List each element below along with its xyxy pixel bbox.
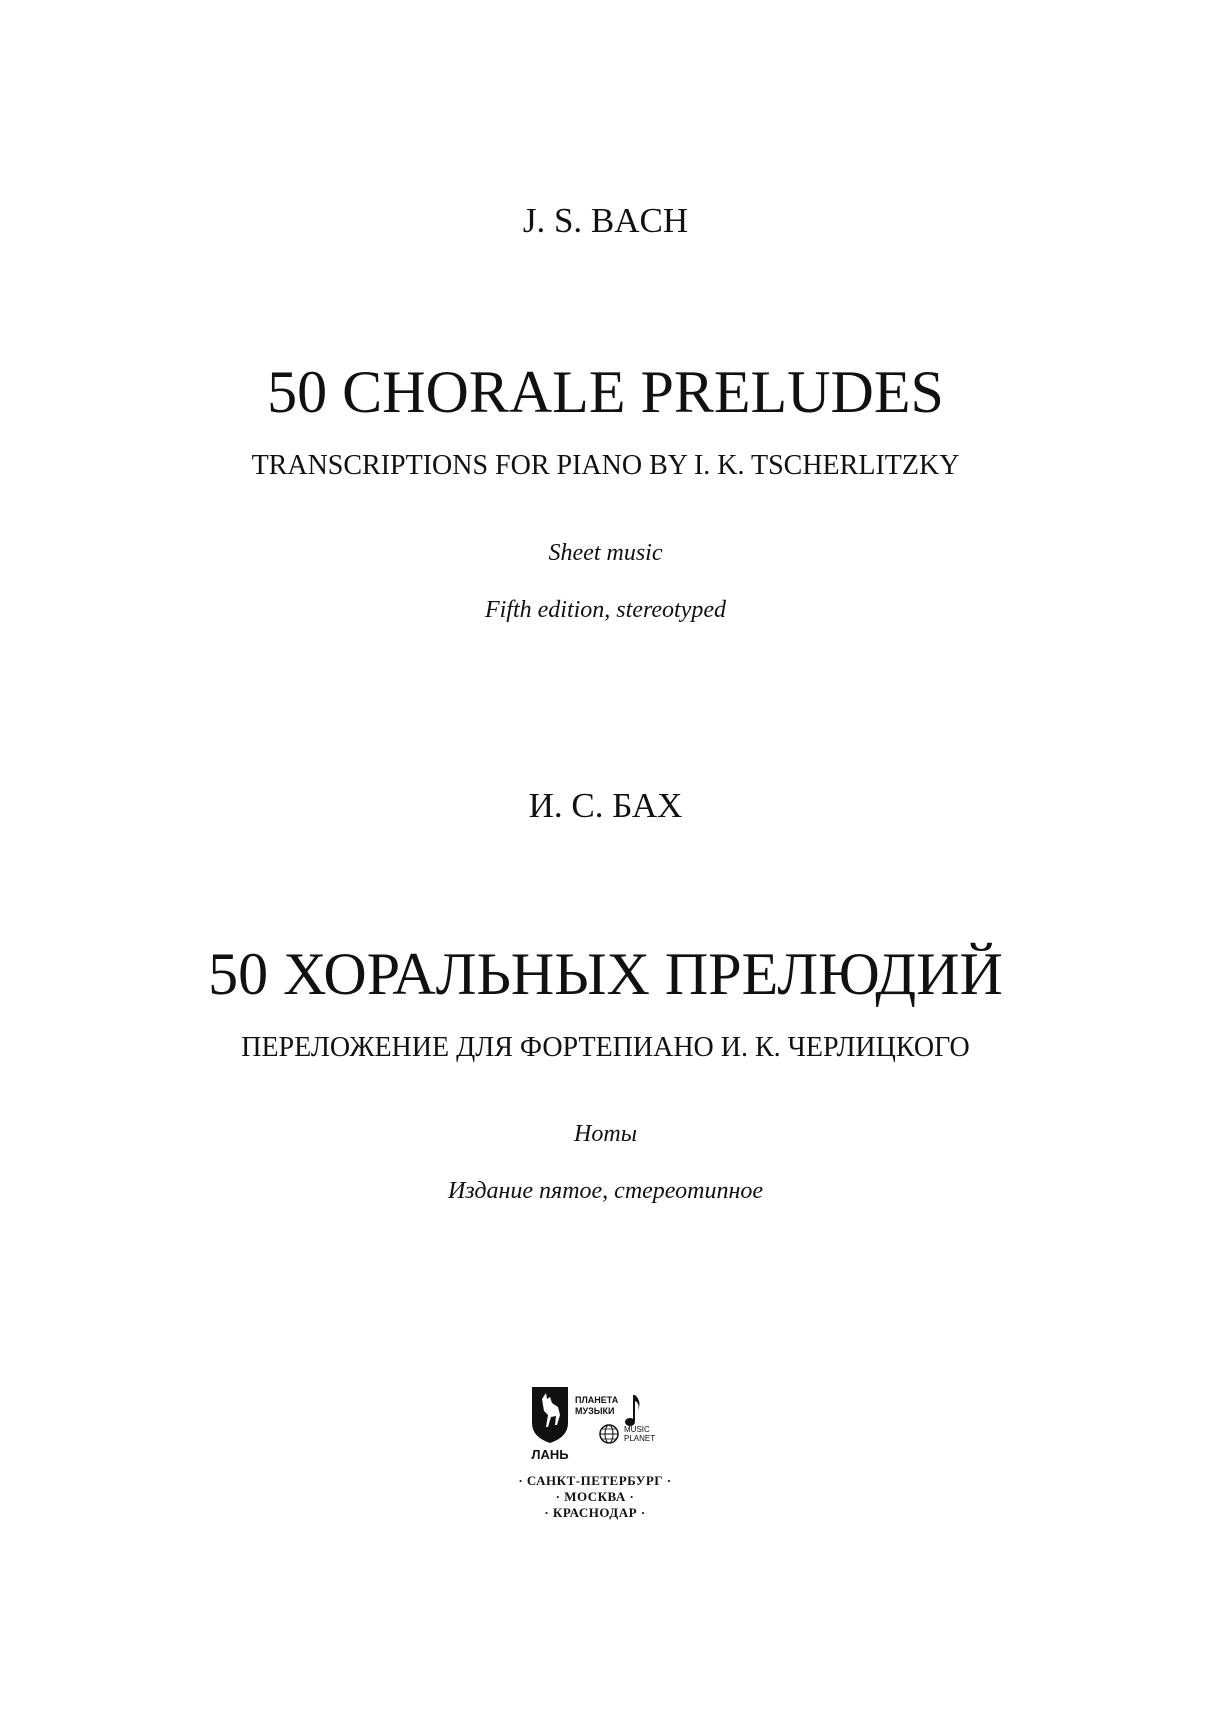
lan-logo-text: ЛАНЬ <box>531 1447 569 1462</box>
composer-ru: И. С. БАХ <box>528 786 683 825</box>
music-planet-ru-line-1: ПЛАНЕТА <box>575 1395 619 1405</box>
title-en: 50 CHORALE PRELUDES <box>267 359 944 425</box>
doe-emblem-icon <box>530 1385 570 1445</box>
subtitle-en: TRANSCRIPTIONS FOR PIANO BY I. K. TSCHERLITZKY <box>251 450 960 481</box>
composer-en: J. S. BACH <box>522 201 689 240</box>
city-moscow: · МОСКВА · <box>555 1489 635 1504</box>
city-saint-petersburg: · САНКТ-ПЕТЕРБУРГ · <box>518 1473 672 1488</box>
publisher-logo <box>500 1385 690 1523</box>
edition-ru: Издание пятое, стереотипное <box>447 1178 764 1204</box>
music-planet-en-line-1: MUSIC <box>624 1425 650 1434</box>
edition-en: Fifth edition, stereotyped <box>484 597 727 623</box>
music-planet-ru-text <box>575 1395 618 1417</box>
music-planet-en-line-2: PLANET <box>624 1434 656 1443</box>
globe-icon <box>598 1423 620 1445</box>
title-ru: 50 ХОРАЛЬНЫХ ПРЕЛЮДИЙ <box>208 941 1003 1007</box>
subtitle-ru: ПЕРЕЛОЖЕНИЕ ДЛЯ ФОРТЕПИАНО И. К. ЧЕРЛИЦКОГО <box>241 1032 970 1063</box>
music-planet-en-text <box>624 1425 655 1443</box>
music-planet-ru-line-2: МУЗЫКИ <box>575 1406 615 1416</box>
publisher-logo-row <box>500 1385 690 1465</box>
city-krasnodar: · КРАСНОДАР · <box>544 1505 646 1520</box>
publication-type-ru: Ноты <box>574 1121 637 1147</box>
publication-type-en: Sheet music <box>548 540 663 566</box>
lan-logo <box>530 1385 570 1465</box>
